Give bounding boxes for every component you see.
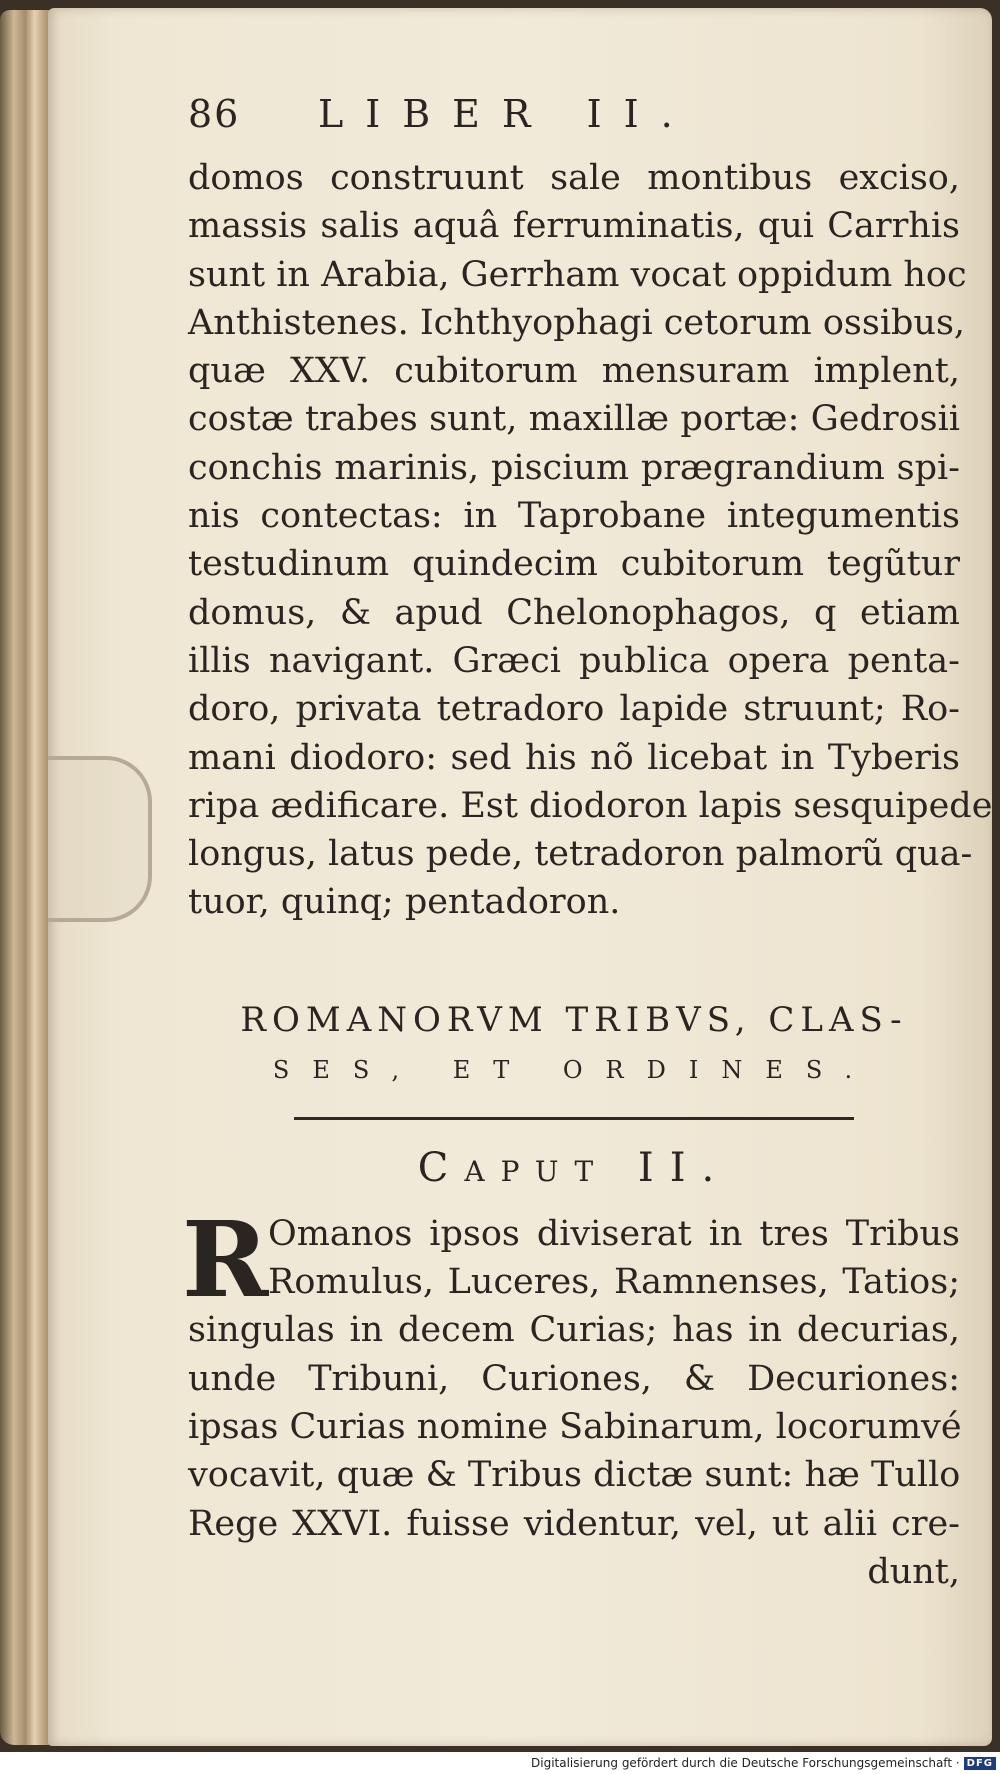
text-line: domus, & apud Chelonophagos, q etiam: [188, 592, 960, 633]
body-paragraph: [188, 154, 993, 927]
page-number: 86: [188, 92, 241, 136]
text-line: domos construunt sale montibus exciso,: [188, 158, 960, 198]
text-line: Rege XXVI. fuisse videntur, vel, ut alii cre-: [188, 1503, 960, 1544]
text-line: costæ trabes sunt, maxillæ portæ: Gedrosii: [188, 399, 960, 440]
section-title-line-1: ROMANORVM TRIBVS, CLAS-: [240, 999, 908, 1040]
catchword: dunt,: [867, 1551, 960, 1592]
chapter-paragraph: [182, 1197, 962, 1596]
text-line: longus, latus pede, tetradoron palmorũ qua-: [188, 834, 973, 875]
running-head: LIBER II.: [318, 92, 695, 136]
horizontal-rule: [294, 1117, 854, 1120]
text-line: unde Tribuni, Curiones, & Decuriones:: [188, 1358, 960, 1399]
text-line: Romulus, Luceres, Ramnenses, Tatios;: [268, 1262, 960, 1303]
text-line: ipsas Curias nomine Sabinarum, locorumvé: [188, 1406, 962, 1447]
text-line: ripa ædificare. Est diodoron lapis sesquipede: [188, 785, 993, 826]
text-line: Omanos ipsos diviserat in tres Tribus: [268, 1213, 960, 1254]
running-header: [188, 92, 960, 154]
digitization-footer: [0, 1752, 1000, 1774]
text-line: tuor, quinq; pentadoron.: [188, 882, 621, 923]
text-line: quæ XXV. cubitorum mensuram implent,: [188, 351, 960, 392]
text-line: vocavit, quæ & Tribus dictæ sunt: hæ Tullo: [188, 1455, 961, 1496]
section-title-line-2: SES, ET ORDINES.: [272, 1055, 876, 1084]
text-line: doro, privata tetradoro lapide struunt; Ro-: [188, 689, 960, 730]
text-line: conchis marinis, piscium prægrandium spi-: [188, 447, 960, 488]
text-line: illis navigant. Græci publica opera penta-: [188, 640, 960, 681]
text-line: testudinum quindecim cubitorum tegũtur: [188, 544, 960, 585]
footer-credit: Digitalisierung gefördert durch die Deutsche Forschungsgemeinschaft ·: [531, 1756, 960, 1770]
drop-cap-initial: R: [182, 1197, 269, 1321]
text-line: singulas in decem Curias; has in decurias,: [188, 1310, 960, 1351]
text-line: sunt in Arabia, Gerrham vocat oppidum hoc: [188, 254, 967, 295]
chapter-heading: Caput II.: [417, 1144, 731, 1191]
text-line: massis salis aquâ ferruminatis, qui Carrhis: [188, 206, 960, 247]
text-line: Anthistenes. Ichthyophagi cetorum ossibus,: [188, 302, 966, 343]
dfg-logo: DFG: [964, 1757, 996, 1770]
text-line: mani diodoro: sed his nõ licebat in Tyberis: [188, 737, 960, 778]
text-line: nis contectas: in Taprobane integumentis: [188, 496, 960, 537]
page-clip: [48, 756, 152, 922]
page-text: [182, 92, 993, 1596]
